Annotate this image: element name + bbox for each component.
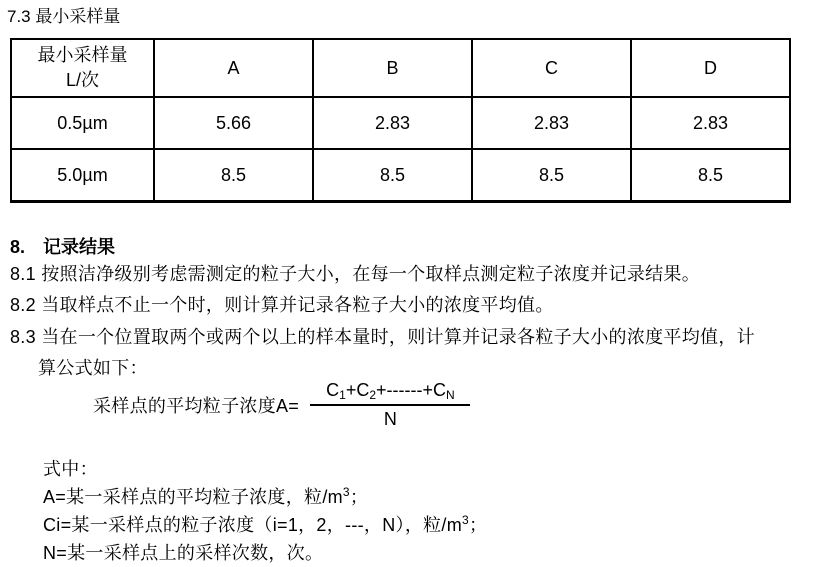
table-header-label-cell [11,39,154,97]
table-cell: 5.66 [154,97,313,149]
row-label: 5.0µm [11,149,154,202]
superscript-3: 3 [342,485,350,499]
paragraph-8-3: 8.3 当在一个位置取两个或两个以上的样本量时，则计算并记录各粒子大小的浓度平均值，计 [10,327,755,347]
legend-line-a: A=某一采样点的平均粒子浓度，粒$/m^3$； [43,485,369,507]
table-row [11,97,790,149]
legend-line-n: N=某一采样点上的采样次数，次。 [43,543,324,563]
table-cell: 2.83 [313,97,472,149]
table-cell: 2.83 [631,97,790,149]
table-header-label-line2: L/次 [65,70,99,90]
table-cell: 2.83 [472,97,631,149]
table-header-col-d: D [631,39,790,97]
table-header-label-line1: 最小采样量 [37,45,128,65]
legend-intro: 式中： [43,459,98,479]
average-concentration-formula [93,380,470,430]
superscript-3: 3 [462,513,470,527]
subscript-1: 1 [339,388,346,402]
table-header-row [11,39,790,97]
formula-fraction [310,380,470,430]
formula-legend [43,455,487,567]
table-cell: 8.5 [313,149,472,202]
table-cell: 8.5 [154,149,313,202]
section-7-3-title: 7.3 最小采样量 [7,7,121,26]
row-label: 0.5µm [11,97,154,149]
formula-label: 采样点的平均粒子浓度A= [93,396,305,416]
formula-numerator: $C_1+C_2+------+C_N$ [310,380,470,406]
table-header-col-c: C [472,39,631,97]
table-cell: 8.5 [631,149,790,202]
table-header-col-a: A [154,39,313,97]
table-header-col-b: B [313,39,472,97]
legend-line-ci: Ci=某一采样点的粒子浓度（i=1，2，---，N），粒$/m^3$； [43,513,488,535]
formula-denominator: N [383,409,397,429]
min-sample-volume-table [10,38,791,203]
subscript-2: 2 [369,388,377,402]
paragraph-8-3-continuation: 算公式如下： [38,358,148,378]
section-8-heading: 8. 记录结果 [10,237,116,257]
table-row [11,149,790,202]
subscript-n: N [446,388,455,402]
paragraph-8-2: 8.2 当取样点不止一个时，则计算并记录各粒子大小的浓度平均值。 [10,295,554,315]
table-cell: 8.5 [472,149,631,202]
paragraph-8-1: 8.1 按照洁净级别考虑需测定的粒子大小，在每一个取样点测定粒子浓度并记录结果。 [10,264,701,284]
